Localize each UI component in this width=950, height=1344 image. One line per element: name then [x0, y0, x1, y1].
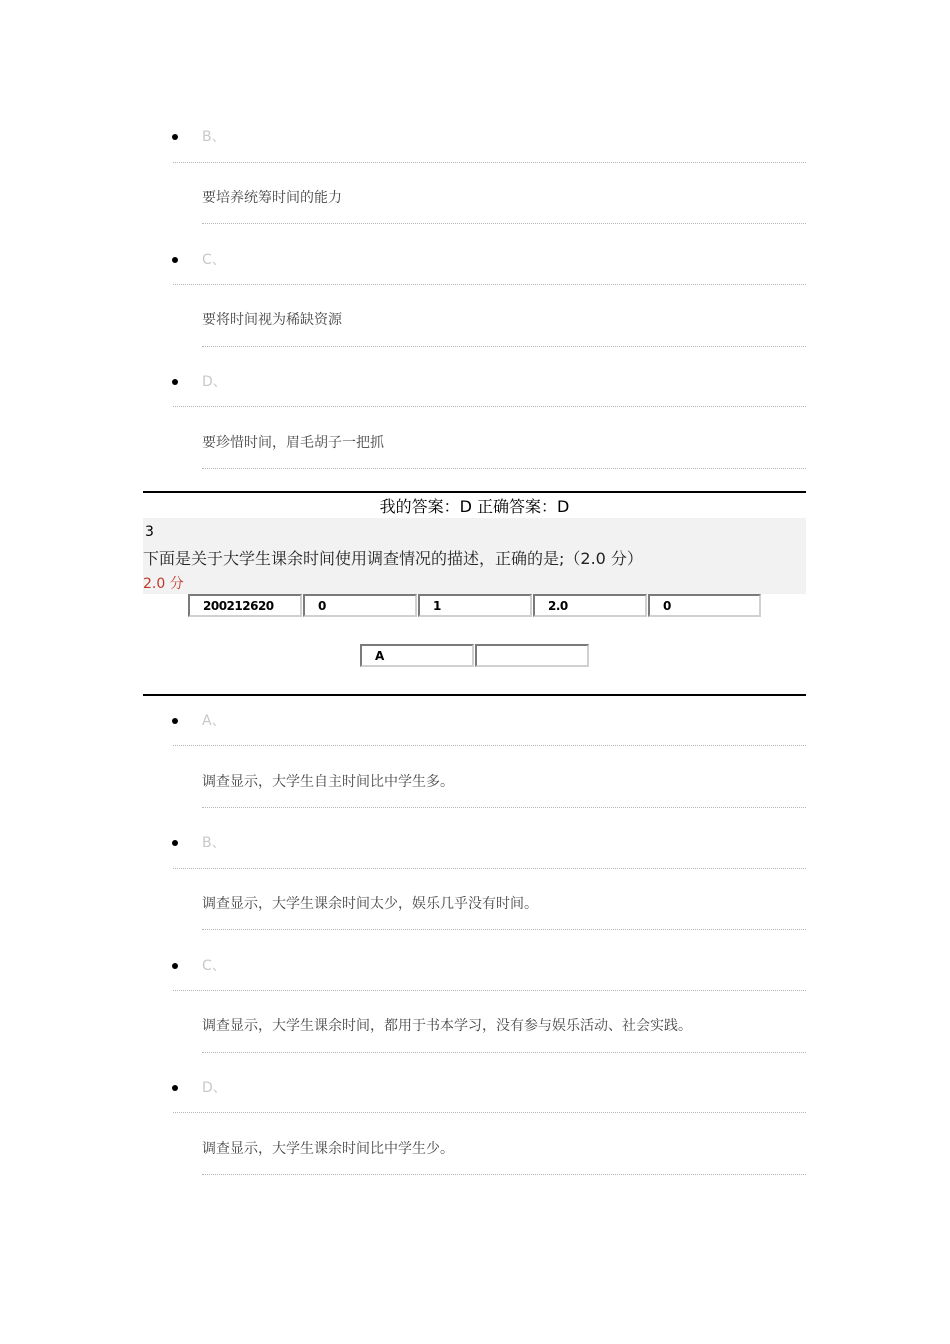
divider: [202, 929, 806, 930]
bullet-icon: [172, 257, 178, 263]
divider: [173, 745, 806, 746]
bullet-icon: [172, 718, 178, 724]
divider: [173, 162, 806, 163]
question-text: 下面是关于大学生课余时间使用调查情况的描述，正确的是;（2.0 分）: [143, 549, 643, 568]
option-text: 调查显示，大学生课余时间比中学生少。: [202, 1141, 454, 1157]
answer-line: 我的答案：D 正确答案：D: [379, 497, 570, 516]
section-divider: [143, 694, 806, 696]
section-divider: [143, 491, 806, 493]
divider: [173, 406, 806, 407]
bullet-icon: [172, 963, 178, 969]
question-score: 2.0 分: [143, 576, 184, 592]
option-text: 要将时间视为稀缺资源: [202, 312, 342, 328]
info-cell: A: [360, 644, 474, 667]
divider: [173, 1112, 806, 1113]
bullet-icon: [172, 379, 178, 385]
info-cell: [475, 644, 589, 667]
bullet-icon: [172, 134, 178, 140]
option-text: 要培养统筹时间的能力: [202, 190, 342, 206]
info-cell: 0: [648, 594, 761, 617]
option-text: 调查显示，大学生自主时间比中学生多。: [202, 774, 454, 790]
option-letter: D、: [202, 1080, 227, 1096]
bullet-icon: [172, 840, 178, 846]
option-letter: C、: [202, 252, 226, 268]
info-cell: 1: [418, 594, 532, 617]
divider: [173, 284, 806, 285]
option-text: 调查显示，大学生课余时间，都用于书本学习，没有参与娱乐活动、社会实践。: [202, 1018, 692, 1034]
info-cell: 2.0: [533, 594, 647, 617]
option-letter: D、: [202, 374, 227, 390]
divider: [202, 468, 806, 469]
option-letter: B、: [202, 129, 226, 145]
divider: [202, 807, 806, 808]
bullet-icon: [172, 1085, 178, 1091]
divider: [202, 223, 806, 224]
divider: [202, 1174, 806, 1175]
option-letter: C、: [202, 958, 226, 974]
info-cell: 20021262​0: [188, 594, 302, 617]
option-letter: B、: [202, 835, 226, 851]
option-text: 要珍惜时间，眉毛胡子一把抓: [202, 435, 384, 451]
divider: [173, 868, 806, 869]
divider: [202, 346, 806, 347]
question-number: 3: [145, 524, 154, 540]
info-cell: 0: [303, 594, 417, 617]
divider: [202, 1052, 806, 1053]
option-letter: A、: [202, 713, 226, 729]
divider: [173, 990, 806, 991]
option-text: 调查显示，大学生课余时间太少，娱乐几乎没有时间。: [202, 896, 538, 912]
